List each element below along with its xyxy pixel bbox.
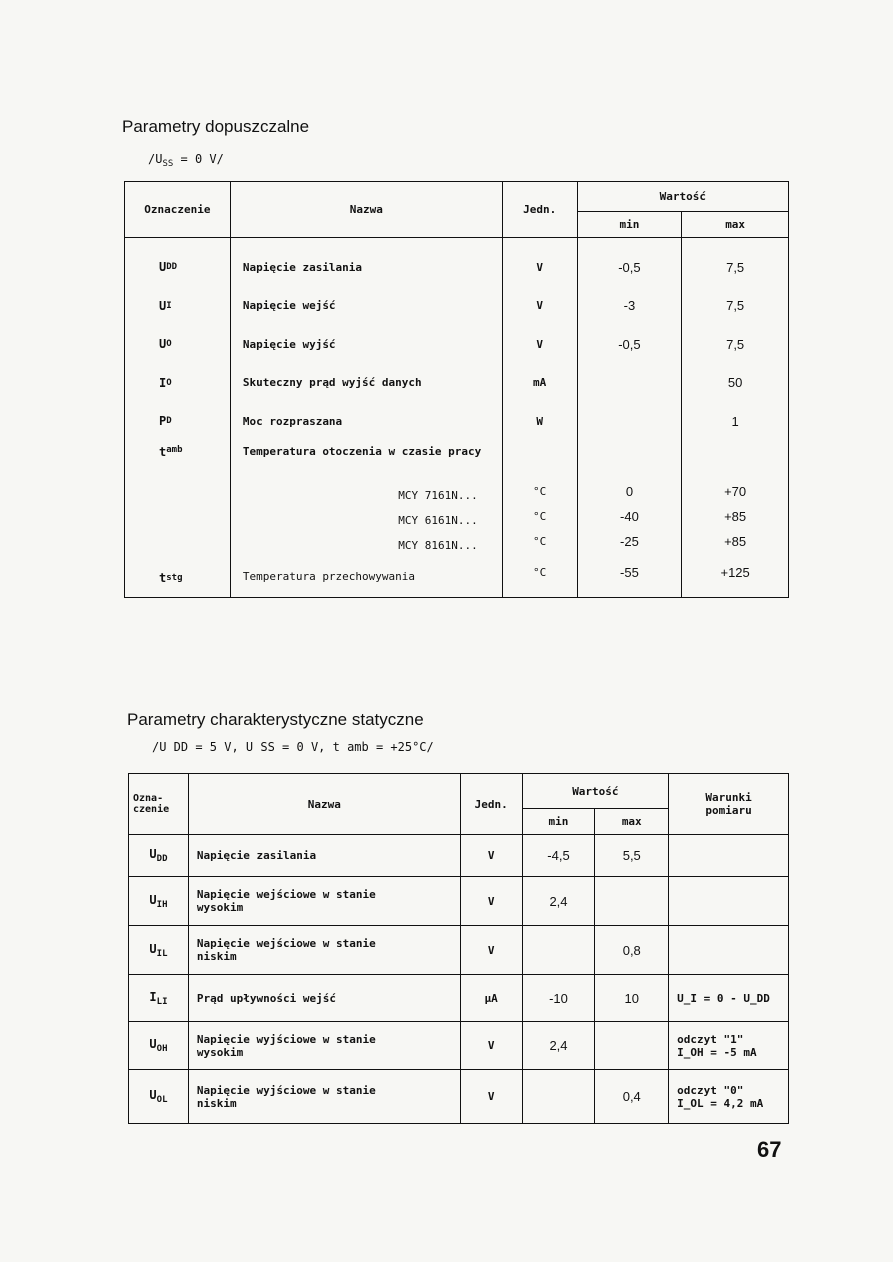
unit-cell: V: [536, 337, 543, 351]
min-cell: -0,5: [618, 336, 641, 352]
name-cell: Napięcie wyjściowe w stanie wysokim: [188, 1022, 460, 1070]
header-value: Wartość: [577, 182, 788, 212]
name-cell: Napięcie wejść: [242, 299, 336, 313]
name-cell: Napięcie zasilania: [188, 835, 460, 877]
min-cell: [578, 441, 682, 479]
max-cell: [595, 1022, 669, 1070]
conditions-cell: [669, 835, 789, 877]
header-min: min: [577, 212, 682, 238]
table-row: [129, 835, 789, 877]
table-row: [129, 926, 789, 975]
max-cell: +85: [724, 533, 747, 549]
name-cell: Prąd upływności wejść: [188, 975, 460, 1022]
symbol-cell: $U_{IL}$: [129, 926, 189, 975]
max-cell: +85: [724, 508, 747, 524]
unit-cell: °C: [533, 509, 547, 523]
min-cell: [522, 1070, 595, 1124]
symbol-column: [125, 238, 231, 598]
name-cell: Napięcie wejściowe w stanie niskim: [188, 926, 460, 975]
table-row: [129, 877, 789, 926]
symbol-cell: t amb: [159, 444, 183, 459]
max-cell: 0,8: [595, 926, 669, 975]
min-cell: -25: [620, 533, 639, 549]
max-cell: 7,5: [726, 336, 745, 352]
section1-condition: [148, 152, 224, 169]
min-cell: 2,4: [522, 877, 595, 926]
symbol-cell: $U_{IH}$: [129, 877, 189, 926]
name-cell: Skuteczny prąd wyjść danych: [242, 376, 422, 390]
min-cell: -55: [620, 565, 639, 581]
unit-cell: [503, 441, 577, 479]
static-characteristics-table: [128, 773, 789, 1124]
max-cell: 0,4: [595, 1070, 669, 1124]
name-cell: Napięcie wejściowe w stanie wysokim: [188, 877, 460, 926]
max-cell: +70: [724, 483, 747, 499]
conditions-cell: [669, 926, 789, 975]
max-cell: [682, 441, 788, 479]
unit-cell: V: [460, 877, 522, 926]
absolute-ratings-table: [124, 181, 789, 598]
symbol-cell: $U_{DD}$: [129, 835, 189, 877]
unit-cell: V: [460, 1022, 522, 1070]
header-name: Nazwa: [230, 182, 502, 238]
unit-cell: °C: [533, 566, 547, 580]
header-conditions: Warunki pomiaru: [669, 774, 789, 835]
section1-title: Parametry dopuszczalne: [122, 117, 310, 136]
symbol-cell: P D: [159, 414, 172, 429]
max-cell: 10: [595, 975, 669, 1022]
header-value: Wartość: [522, 774, 669, 809]
header-name: Nazwa: [188, 774, 460, 835]
min-cell: [578, 364, 682, 403]
unit-cell: V: [536, 299, 543, 313]
conditions-cell: [669, 877, 789, 926]
symbol-cell: $I_{LI}$: [129, 975, 189, 1022]
table-row: [129, 1022, 789, 1070]
min-cell: -4,5: [522, 835, 595, 877]
unit-cell: W: [536, 414, 543, 428]
min-cell: -10: [522, 975, 595, 1022]
table-row: [129, 1070, 789, 1124]
unit-cell: mA: [533, 376, 547, 390]
name-cell: MCY 8161N...: [398, 538, 478, 552]
max-cell: +125: [720, 565, 750, 581]
header-unit: Jedn.: [460, 774, 522, 835]
symbol-cell: $U_{OL}$: [129, 1070, 189, 1124]
min-cell: 0: [625, 483, 634, 499]
header-min: min: [522, 809, 595, 835]
conditions-cell: odczyt "0" I_OL = 4,2 mA: [669, 1070, 789, 1124]
conditions-cell: U_I = 0 - U_DD: [669, 975, 789, 1022]
name-column: [230, 238, 502, 598]
max-cell: [595, 877, 669, 926]
name-cell: Moc rozpraszana: [242, 414, 343, 428]
unit-cell: °C: [533, 484, 547, 498]
unit-cell: °C: [533, 534, 547, 548]
header-symbol: Ozna- czenie: [129, 774, 189, 835]
max-column: [682, 238, 789, 598]
table-row: [129, 975, 789, 1022]
section1-condition-rest: = 0 V/: [173, 152, 224, 166]
min-cell: -40: [620, 508, 639, 524]
max-cell: 7,5: [726, 259, 745, 275]
name-cell: Temperatura przechowywania: [242, 570, 416, 584]
name-cell: Napięcie wyjściowe w stanie niskim: [188, 1070, 460, 1124]
section1-condition-prefix: /U: [148, 152, 163, 166]
symbol-cell: U O: [159, 337, 172, 352]
unit-cell: V: [460, 1070, 522, 1124]
symbol-cell: U I: [159, 298, 172, 313]
section2-title: Parametry charakterystyczne statyczne: [127, 710, 424, 729]
header-max: max: [682, 212, 789, 238]
header-max: max: [595, 809, 669, 835]
unit-cell: V: [460, 835, 522, 877]
header-unit: Jedn.: [502, 182, 577, 238]
conditions-cell: odczyt "1" I_OH = -5 mA: [669, 1022, 789, 1070]
min-cell: -3: [623, 298, 636, 314]
name-cell: Napięcie zasilania: [242, 260, 363, 274]
symbol-cell: t stg: [159, 570, 183, 585]
min-cell: 2,4: [522, 1022, 595, 1070]
unit-cell: µA: [460, 975, 522, 1022]
symbol-cell: U DD: [159, 260, 178, 275]
max-cell: 7,5: [726, 298, 745, 314]
name-cell: Napięcie wyjść: [242, 337, 336, 351]
unit-cell: V: [460, 926, 522, 975]
min-column: [577, 238, 682, 598]
unit-cell: V: [536, 260, 543, 274]
symbol-cell: $U_{OH}$: [129, 1022, 189, 1070]
name-cell: MCY 7161N...: [398, 488, 478, 502]
name-cell: MCY 6161N...: [398, 513, 478, 527]
section1-condition-sub: SS: [162, 159, 174, 169]
section2-condition: /U DD = 5 V, U SS = 0 V, t amb = +25°C/: [152, 740, 434, 754]
max-cell: 5,5: [595, 835, 669, 877]
symbol-cell: I O: [159, 375, 172, 390]
name-cell: Temperatura otoczenia w czasie pracy: [242, 444, 482, 458]
max-cell: 1: [731, 413, 739, 429]
min-cell: -0,5: [618, 259, 641, 275]
header-symbol: Oznaczenie: [125, 182, 231, 238]
page-number: 67: [757, 1137, 782, 1162]
max-cell: 50: [727, 375, 743, 391]
min-cell: [522, 926, 595, 975]
unit-column: [502, 238, 577, 598]
min-cell: [578, 402, 682, 441]
